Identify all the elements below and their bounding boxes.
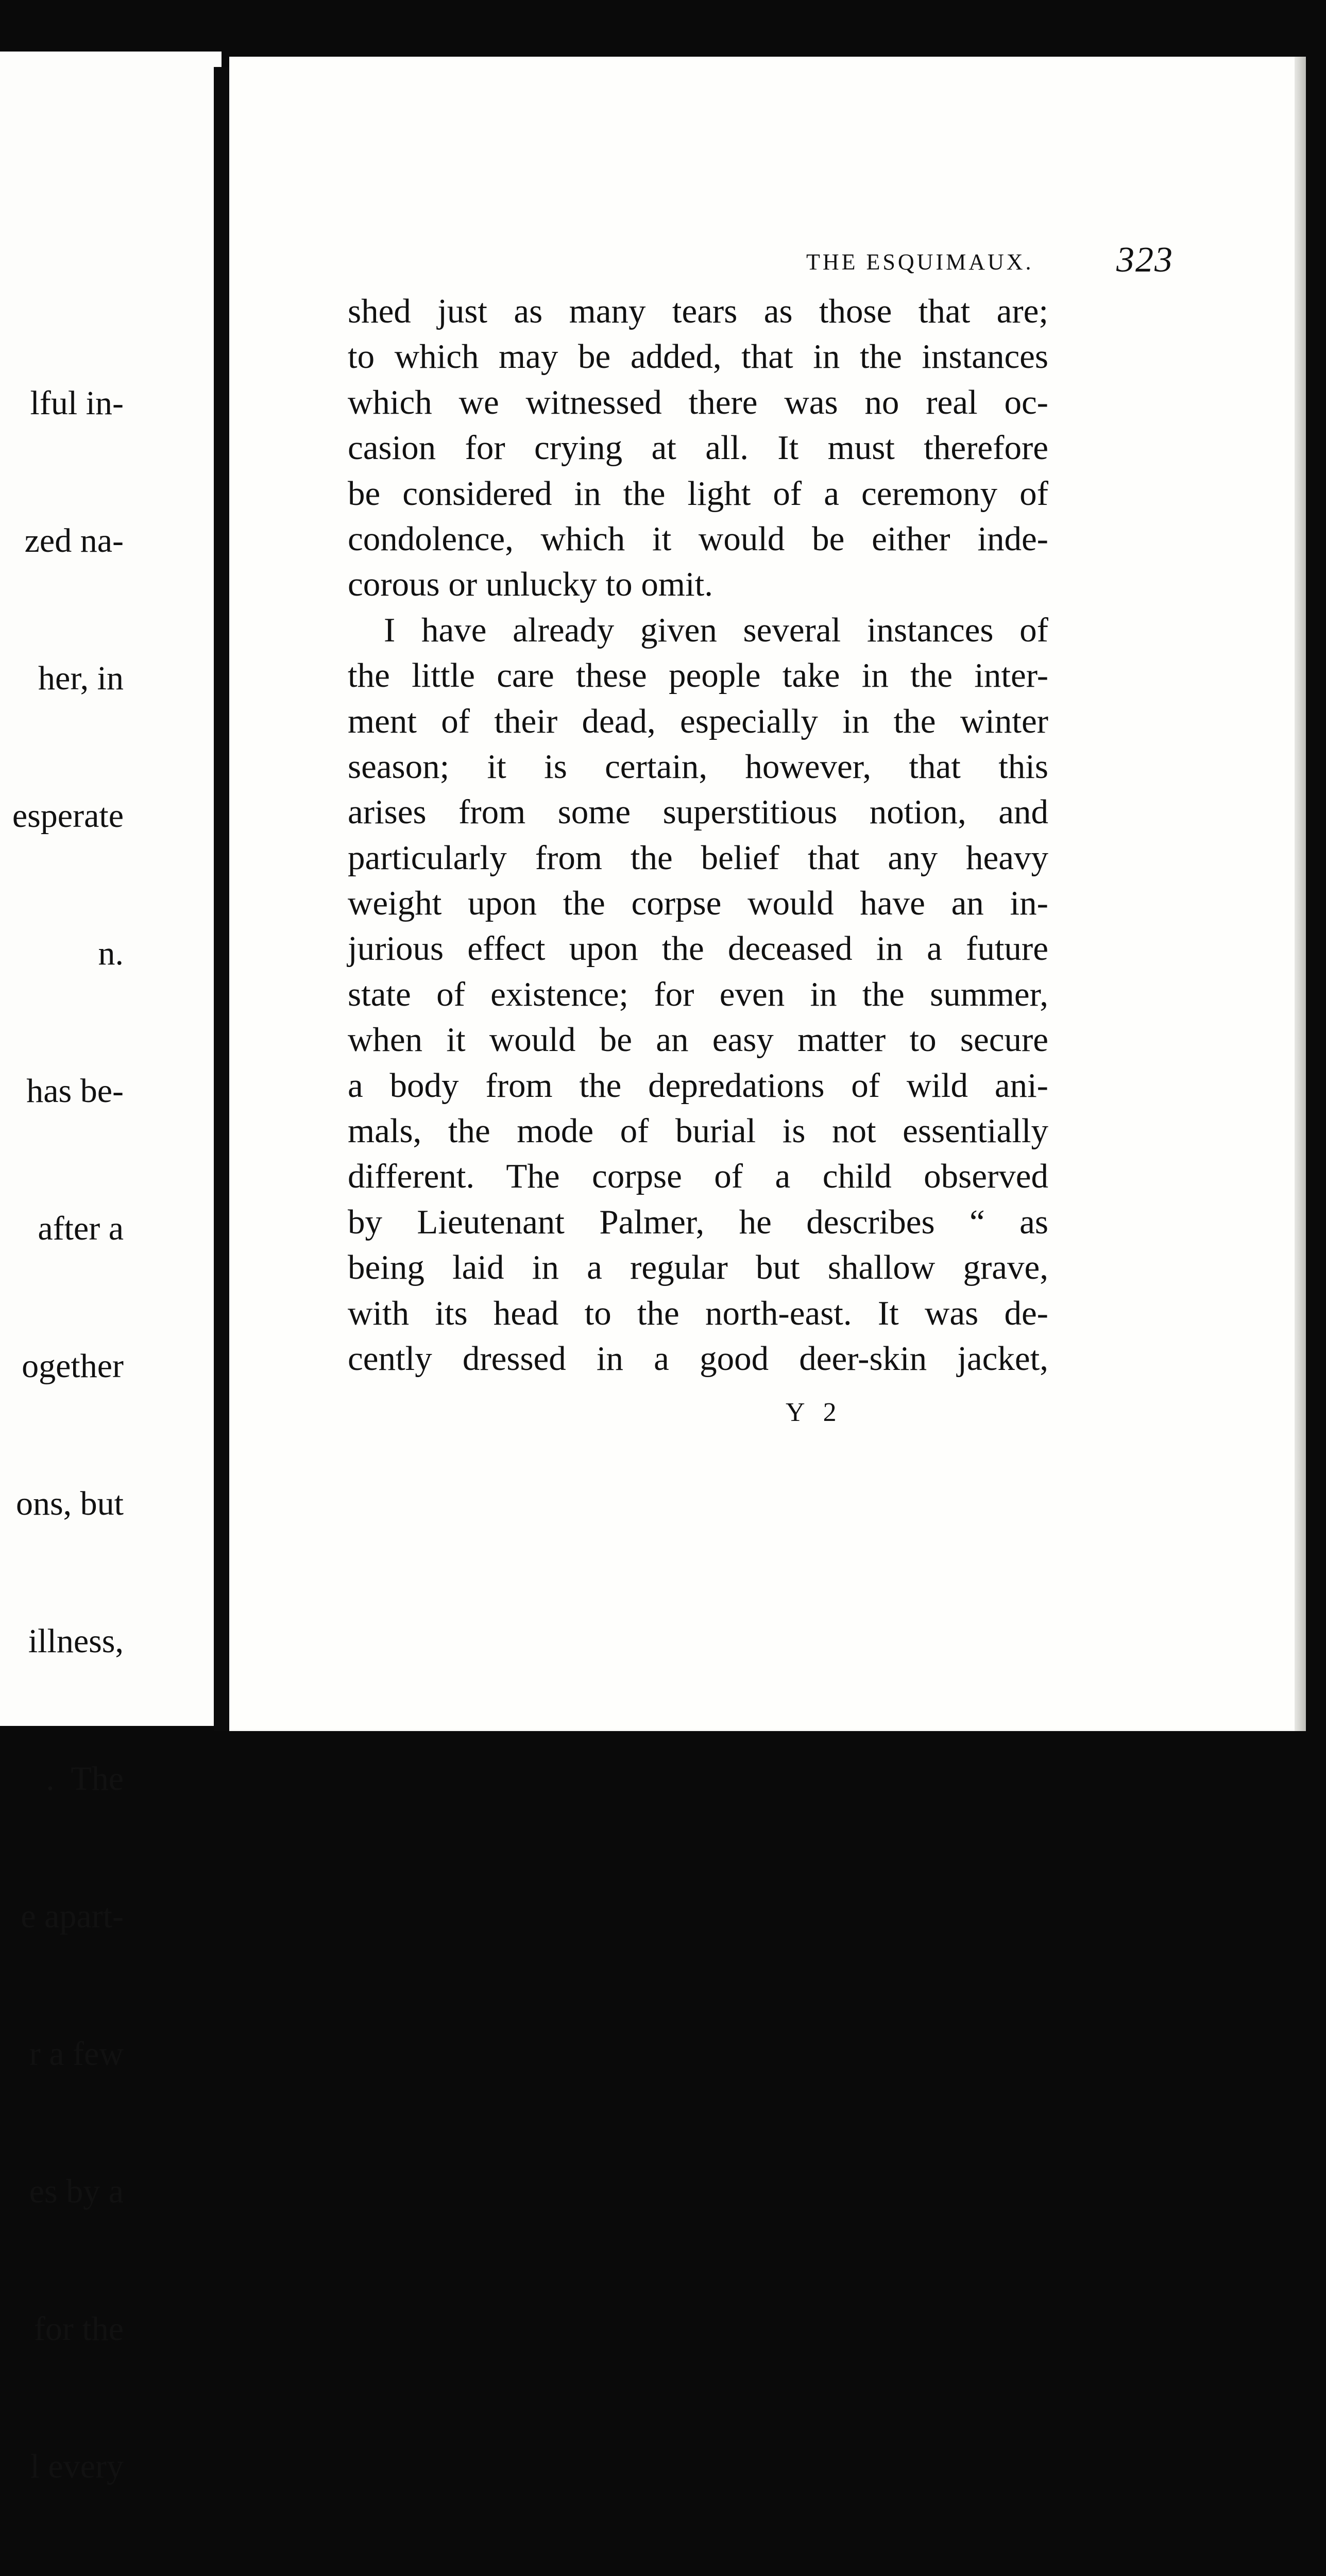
left-line: after a (38, 1210, 124, 1247)
left-line: ons, but (15, 1485, 124, 1522)
text-line: particularly from the belief that any heavy (348, 838, 1048, 877)
text-line: shed just as many tears as those that are; (348, 292, 1048, 330)
left-line: . The (46, 1760, 124, 1798)
text-line: season; it is certain, however, that this (348, 747, 1048, 786)
paragraph-start-line: I have already given several instances of (384, 611, 1048, 649)
page-body-text (348, 289, 1048, 1381)
left-line: zed na- (24, 522, 124, 560)
text-line: weight upon the corpse would have an in- (348, 884, 1048, 923)
text-line: cently dressed in a good deer-skin jacket, (348, 1339, 1048, 1378)
text-line: to which may be added, that in the instances (348, 337, 1048, 376)
text-line: when it would be an easy matter to secure (348, 1021, 1048, 1059)
left-line: illness, (28, 1622, 124, 1660)
text-line: being laid in a regular but shallow grave, (348, 1248, 1048, 1287)
text-line: ment of their dead, especially in the winter (348, 702, 1048, 740)
left-page-text (0, 289, 124, 2576)
text-line: a body from the depredations of wild ani- (348, 1066, 1048, 1105)
left-line: esperate (12, 797, 124, 835)
left-line: lful in- (30, 384, 124, 422)
text-line: which we witnessed there was no real oc- (348, 383, 1048, 421)
text-line: jurious effect upon the deceased in a future (348, 929, 1048, 968)
text-line: condolence, which it would be either inde- (348, 519, 1048, 558)
text-line: with its head to the north-east. It was de- (348, 1294, 1048, 1332)
right-page (229, 57, 1306, 1731)
text-line: different. The corpse of a child observed (348, 1157, 1048, 1196)
paragraph-end-line: corous or unlucky to omit. (348, 565, 713, 604)
left-line: es by a (29, 2173, 124, 2210)
book-gutter (214, 67, 229, 1731)
page-number: 323 (1116, 240, 1174, 280)
left-line: e apart- (21, 1897, 124, 1935)
left-line: r a few (29, 2035, 124, 2073)
left-facing-page (0, 52, 222, 2485)
text-line: arises from some superstitious notion, and (348, 793, 1048, 832)
left-line: her, in (38, 659, 124, 697)
page-edge-shadow (1295, 57, 1306, 1731)
signature-mark: Y 2 (786, 1398, 843, 1427)
left-line: l every (30, 2448, 124, 2485)
text-line: mals, the mode of burial is not essentially (348, 1112, 1048, 1150)
text-line: by Lieutenant Palmer, he describes “ as (348, 1202, 1048, 1241)
left-line: for the (33, 2310, 124, 2348)
left-line: ogether (22, 1347, 124, 1385)
text-line: state of existence; for even in the summer, (348, 975, 1048, 1013)
running-head (348, 240, 1172, 286)
text-line: casion for crying at all. It must therefore (348, 429, 1048, 467)
left-line: has be- (26, 1072, 124, 1110)
text-line: be considered in the light of a ceremony of (348, 474, 1048, 513)
running-title: THE ESQUIMAUX. (806, 249, 1034, 275)
text-line: the little care these people take in the inter- (348, 656, 1048, 695)
left-line: n. (98, 935, 124, 972)
